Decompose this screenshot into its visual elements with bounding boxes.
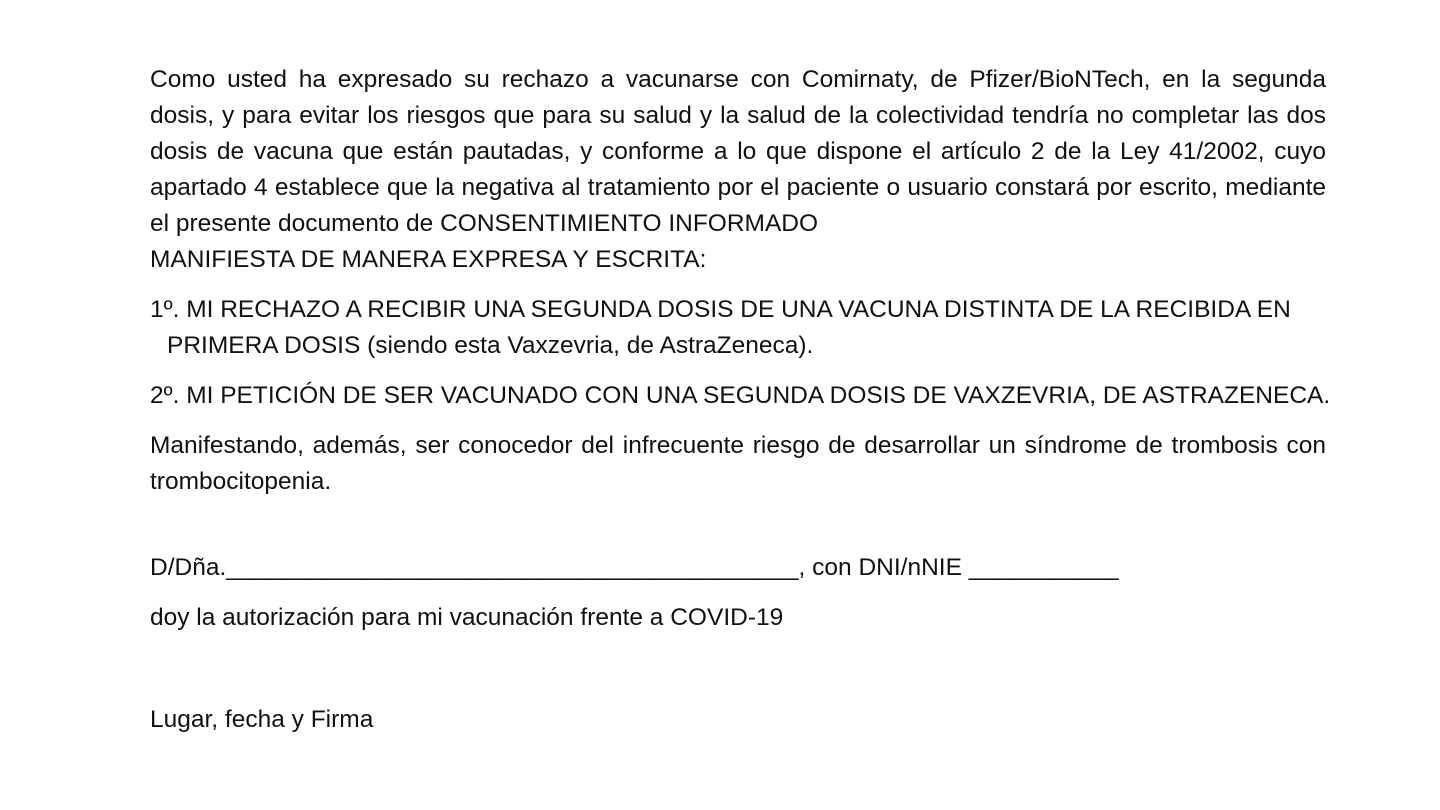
declaration-item-1-line-2: PRIMERA DOSIS (siendo esta Vaxzevria, de AstraZeneca).: [167, 332, 814, 359]
risk-acknowledgement-paragraph: Manifestando, además, ser conocedor del infrecuente riesgo de desarrollar un síndrome de trombosis con trombocitopenia.: [150, 432, 1326, 495]
declaration-item-2: 2º. MI PETICIÓN DE SER VACUNADO CON UNA SEGUNDA DOSIS DE VAXZEVRIA, DE ASTRAZENECA.: [150, 382, 1331, 409]
authorization-statement: doy la autorización para mi vacunación frente a COVID-19: [150, 604, 784, 631]
declaration-item-1-line-1: 1º. MI RECHAZO A RECIBIR UNA SEGUNDA DOSIS DE UNA VACUNA DISTINTA DE LA RECIBIDA EN: [150, 296, 1291, 323]
place-date-signature-label: Lugar, fecha y Firma: [150, 706, 374, 733]
intro-declaration-line: MANIFIESTA DE MANERA EXPRESA Y ESCRITA:: [150, 246, 707, 273]
name-and-id-fill-line: D/Dña.__________________________________________, con DNI/nNIE ___________: [150, 554, 1119, 581]
declaration-item-1: [150, 292, 1326, 364]
consent-document: [150, 62, 1331, 738]
intro-paragraph: Como usted ha expresado su rechazo a vacunarse con Comirnaty, de Pfizer/BioNTech, en la segunda dosis, y para evitar los riesgos que para su salud y la salud de la colectividad tendría no completar las dos dosis de vacuna que están pautadas, y conforme a lo que dispone el artículo 2 de la Ley 41/2002, cuyo apartado 4 establece que la negativa al tratamiento por el paciente o usuario constará por escrito, mediante el presente documento de CONSENTIMIENTO INFORMADO: [150, 66, 1326, 237]
